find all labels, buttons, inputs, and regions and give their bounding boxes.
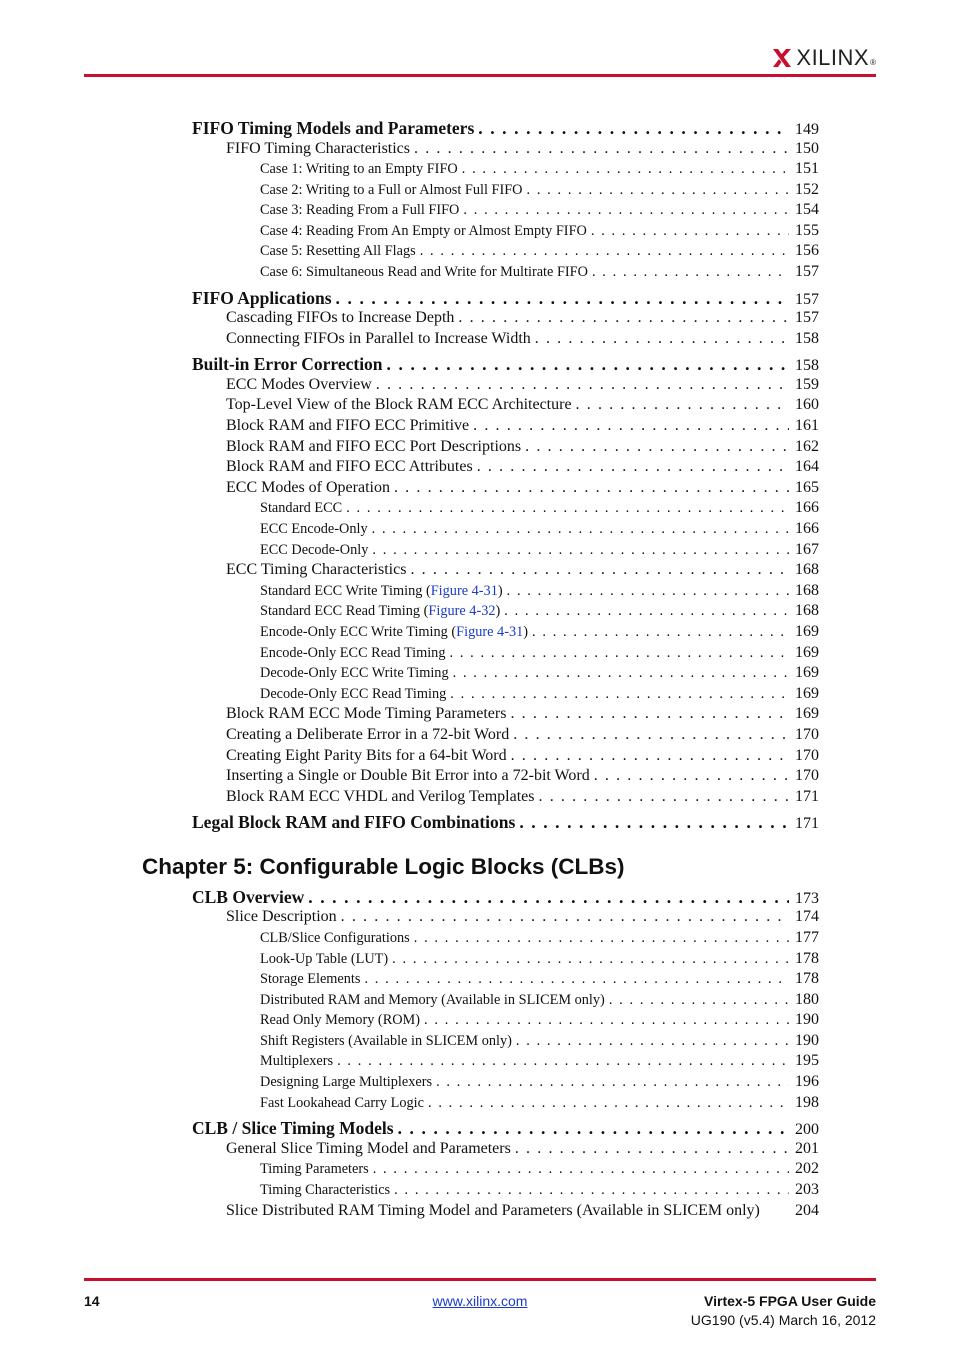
toc-entry-title bbox=[226, 746, 507, 767]
toc-entry-title bbox=[260, 601, 500, 622]
toc-page-number: 166 bbox=[795, 499, 819, 517]
dot-leader bbox=[592, 262, 789, 283]
toc-entry-title-text: Decode-Only ECC Write Timing bbox=[260, 665, 449, 682]
toc-page-number: 149 bbox=[795, 121, 819, 138]
dot-leader bbox=[420, 241, 789, 262]
toc-page-number: 201 bbox=[795, 1139, 819, 1157]
toc-entry-level-3[interactable] bbox=[260, 1093, 819, 1114]
toc-entry-title-text: Case 4: Reading From An Empty or Almost Empty FIFO bbox=[260, 222, 587, 239]
toc-page-number: 171 bbox=[795, 815, 819, 833]
toc-entry-level-3[interactable] bbox=[260, 990, 819, 1011]
toc-entry-title bbox=[260, 1180, 390, 1201]
toc-entry-title bbox=[226, 766, 590, 787]
toc-entry-title bbox=[260, 1031, 512, 1052]
toc-entry-title bbox=[260, 221, 587, 242]
dot-leader bbox=[308, 887, 789, 908]
toc-entry-level-2[interactable] bbox=[226, 416, 819, 437]
dot-leader bbox=[519, 812, 789, 833]
toc-page-number: 157 bbox=[795, 263, 819, 281]
dot-leader bbox=[473, 416, 789, 437]
dot-leader bbox=[462, 159, 789, 180]
toc-page-number: 158 bbox=[795, 329, 819, 347]
toc-entry-title-text: Case 1: Writing to an Empty FIFO bbox=[260, 161, 458, 178]
toc-entry-title-suffix: ) bbox=[495, 603, 501, 620]
toc-entry-level-3[interactable] bbox=[260, 581, 819, 602]
toc-entry-title bbox=[260, 643, 445, 664]
toc-page-number: 177 bbox=[795, 928, 819, 946]
toc-page-number: 167 bbox=[795, 540, 819, 558]
footer-page-number: 14 bbox=[84, 1293, 100, 1309]
toc-entry-level-3[interactable] bbox=[260, 1159, 819, 1180]
toc-page-number: 178 bbox=[795, 949, 819, 967]
toc-entry-title bbox=[226, 560, 406, 581]
toc-entry-level-2[interactable] bbox=[226, 329, 819, 350]
toc-page-number: 170 bbox=[795, 767, 819, 785]
toc-entry-level-3[interactable] bbox=[260, 498, 819, 519]
toc-entry-title-text: CLB Overview bbox=[192, 886, 305, 907]
toc-entry-title-text: Case 6: Simultaneous Read and Write for Multirate FIFO bbox=[260, 264, 588, 281]
figure-reference-link[interactable]: Figure 4-32 bbox=[428, 603, 496, 620]
toc-page-number: 170 bbox=[795, 725, 819, 743]
toc-entry-title bbox=[260, 684, 446, 705]
toc-entry-title-text: Read Only Memory (ROM) bbox=[260, 1012, 421, 1029]
dot-leader bbox=[364, 969, 789, 990]
dot-leader bbox=[526, 180, 789, 201]
dot-leader bbox=[478, 118, 789, 139]
toc-entry-level-2[interactable] bbox=[226, 766, 819, 787]
dot-leader bbox=[516, 1031, 789, 1052]
dot-leader bbox=[450, 684, 789, 705]
toc-page-number: 158 bbox=[795, 357, 819, 375]
dot-leader bbox=[341, 907, 789, 928]
toc-entry-level-3[interactable] bbox=[260, 519, 819, 540]
toc-entry-title-text: Creating Eight Parity Bits for a 64-bit Word bbox=[226, 746, 507, 764]
toc-entry-title bbox=[226, 308, 454, 329]
toc-entry-title bbox=[260, 581, 503, 602]
toc-entry-title-text: Block RAM and FIFO ECC Attributes bbox=[226, 458, 473, 476]
toc-entry-level-1[interactable] bbox=[192, 288, 819, 309]
toc-page-number: 169 bbox=[795, 664, 819, 682]
toc-entry-title bbox=[260, 519, 368, 540]
toc-entry-title bbox=[226, 395, 572, 416]
toc-page-number: 161 bbox=[795, 417, 819, 435]
toc-page-number: 198 bbox=[795, 1093, 819, 1111]
dot-leader bbox=[510, 704, 789, 725]
toc-entry-title-suffix: ) bbox=[497, 582, 503, 599]
logo-text: XILINX bbox=[796, 45, 870, 70]
dot-leader bbox=[513, 725, 789, 746]
toc-entry-title-text: Legal Block RAM and FIFO Combinations bbox=[192, 812, 516, 833]
toc-entry-title-text: ECC Timing Characteristics bbox=[226, 561, 407, 579]
toc-entry-title-text: ECC Modes of Operation bbox=[226, 478, 390, 496]
toc-entry-level-2[interactable] bbox=[226, 478, 819, 499]
toc-entry-level-1[interactable] bbox=[192, 118, 819, 139]
toc-entry-level-3[interactable] bbox=[260, 1180, 819, 1201]
footer-rule bbox=[84, 1278, 876, 1281]
toc-page-number: 162 bbox=[795, 437, 819, 455]
toc-page-number: 157 bbox=[795, 290, 819, 308]
header-rule bbox=[84, 74, 876, 77]
toc-entry-level-3[interactable] bbox=[260, 663, 819, 684]
toc-entry-title bbox=[260, 262, 588, 283]
toc-entry-title-text: Fast Lookahead Carry Logic bbox=[260, 1094, 424, 1111]
toc-entry-title-text: Encode-Only ECC Write Timing ( bbox=[260, 623, 457, 640]
toc-entry-level-1[interactable] bbox=[192, 354, 819, 375]
toc-entry-title-text: Look-Up Table (LUT) bbox=[260, 950, 389, 967]
toc-entry-title bbox=[260, 663, 449, 684]
toc-entry-title-text: Top-Level View of the Block RAM ECC Architecture bbox=[226, 396, 572, 414]
toc-entry-level-3[interactable] bbox=[260, 1072, 819, 1093]
dot-leader bbox=[576, 395, 789, 416]
toc-page-number: 165 bbox=[795, 478, 819, 496]
toc-entry-title bbox=[260, 1051, 333, 1072]
toc-entry-title bbox=[260, 969, 360, 990]
toc-entry-title bbox=[226, 725, 509, 746]
toc-entry-level-3[interactable] bbox=[260, 241, 819, 262]
dot-leader bbox=[337, 1051, 789, 1072]
toc-entry-title-text: CLB / Slice Timing Models bbox=[192, 1118, 394, 1139]
dot-leader bbox=[436, 1072, 789, 1093]
toc-entry-title-text: ECC Modes Overview bbox=[226, 375, 372, 393]
dot-leader bbox=[392, 949, 789, 970]
toc-page-number: 154 bbox=[795, 201, 819, 219]
toc-entry-title-text: Encode-Only ECC Read Timing bbox=[260, 644, 446, 661]
toc-entry-title bbox=[226, 375, 372, 396]
dot-leader bbox=[410, 560, 789, 581]
toc-entry-title-text: FIFO Applications bbox=[192, 287, 332, 308]
dot-leader bbox=[394, 1180, 789, 1201]
dot-leader bbox=[424, 1010, 789, 1031]
toc-page-number: 169 bbox=[795, 684, 819, 702]
dot-leader bbox=[398, 1118, 789, 1139]
toc-page-number: 168 bbox=[795, 602, 819, 620]
dot-leader bbox=[511, 746, 789, 767]
toc-entry-level-2[interactable] bbox=[226, 308, 819, 329]
toc-entry-level-2[interactable] bbox=[226, 746, 819, 767]
toc-entry-title bbox=[226, 1139, 511, 1160]
logo-registered-mark: ® bbox=[870, 58, 876, 67]
dot-leader bbox=[535, 329, 789, 350]
toc-entry-title bbox=[226, 457, 473, 478]
dot-leader bbox=[373, 1159, 789, 1180]
dot-leader bbox=[504, 601, 789, 622]
figure-reference-link[interactable]: Figure 4-31 bbox=[456, 623, 524, 640]
toc-page-number: 151 bbox=[795, 160, 819, 178]
toc-entry-title-text: Distributed RAM and Memory (Available in SLICEM only) bbox=[260, 991, 605, 1008]
toc-entry-title-text: General Slice Timing Model and Parameters bbox=[226, 1139, 511, 1157]
toc-entry-title bbox=[226, 416, 469, 437]
toc-entry-title bbox=[260, 949, 388, 970]
toc-entry-title-text: Standard ECC Read Timing ( bbox=[260, 603, 429, 620]
dot-leader bbox=[515, 1139, 789, 1160]
toc-page-number: 171 bbox=[795, 787, 819, 805]
toc-entry-title bbox=[260, 928, 410, 949]
toc-entry-title bbox=[226, 478, 390, 499]
toc-entry-title bbox=[260, 1093, 424, 1114]
dot-leader bbox=[458, 308, 789, 329]
toc-page-number: 169 bbox=[795, 705, 819, 723]
dot-leader bbox=[449, 643, 789, 664]
toc-entry-level-3[interactable] bbox=[260, 1010, 819, 1031]
toc-page-number: 168 bbox=[795, 581, 819, 599]
toc-page-number: 160 bbox=[795, 396, 819, 414]
toc-page-number: 178 bbox=[795, 970, 819, 988]
toc-entry-title-text: Connecting FIFOs in Parallel to Increase Width bbox=[226, 329, 531, 347]
toc-entry-title bbox=[260, 498, 342, 519]
toc-entry-title-text: Shift Registers (Available in SLICEM only) bbox=[260, 1032, 512, 1049]
toc-page-number: 169 bbox=[795, 643, 819, 661]
toc-entry-title bbox=[260, 159, 458, 180]
toc-entry-level-3[interactable] bbox=[260, 684, 819, 705]
toc-entry-title bbox=[192, 354, 383, 375]
toc-entry-title-text: Slice Distributed RAM Timing Model and Parameters (Available in SLICEM only) bbox=[226, 1201, 760, 1219]
xilinx-logo bbox=[773, 44, 876, 72]
toc-entry-title-text: Inserting a Single or Double Bit Error into a 72-bit Word bbox=[226, 767, 590, 785]
toc-entry-title bbox=[260, 200, 459, 221]
toc-entry-level-3[interactable] bbox=[260, 180, 819, 201]
toc-entry-title bbox=[226, 329, 531, 350]
toc-page-number: 168 bbox=[795, 561, 819, 579]
toc-entry-title-text: Storage Elements bbox=[260, 971, 361, 988]
toc-entry-title bbox=[260, 180, 522, 201]
toc-entry-title-text: Case 3: Reading From a Full FIFO bbox=[260, 202, 460, 219]
toc-page-number: 203 bbox=[795, 1180, 819, 1198]
toc-page-number: 204 bbox=[795, 1201, 819, 1219]
toc-entry-level-2[interactable] bbox=[226, 907, 819, 928]
toc-entry-title-text: Block RAM ECC Mode Timing Parameters bbox=[226, 705, 507, 723]
figure-reference-link[interactable]: Figure 4-31 bbox=[430, 582, 498, 599]
toc-entry-title bbox=[192, 118, 474, 139]
dot-leader bbox=[336, 288, 789, 309]
toc-entry-title bbox=[226, 139, 410, 160]
toc-entry-title bbox=[260, 1159, 369, 1180]
toc-entry-title-text: Standard ECC bbox=[260, 500, 343, 517]
toc-entry-title bbox=[192, 288, 332, 309]
toc-page-number: 195 bbox=[795, 1052, 819, 1070]
toc-entry-title bbox=[260, 1072, 432, 1093]
toc-page-number: 202 bbox=[795, 1160, 819, 1178]
toc-entry-title-text: ECC Decode-Only bbox=[260, 541, 369, 558]
toc-entry-level-3[interactable] bbox=[260, 928, 819, 949]
toc-entry-title-text: FIFO Timing Models and Parameters bbox=[192, 118, 475, 138]
toc-page-number: 173 bbox=[795, 889, 819, 907]
dot-leader bbox=[372, 540, 789, 561]
toc-entry-title-text: Decode-Only ECC Read Timing bbox=[260, 685, 447, 702]
dot-leader bbox=[463, 200, 789, 221]
toc-page-number: 166 bbox=[795, 520, 819, 537]
toc-entry-level-2[interactable] bbox=[226, 560, 819, 581]
chapter-heading: Chapter 5: Configurable Logic Blocks (CLBs) bbox=[142, 853, 625, 879]
toc-entry-title-text: Block RAM and FIFO ECC Primitive bbox=[226, 417, 470, 435]
dot-leader bbox=[507, 581, 789, 602]
toc-entry-title-text: Multiplexers bbox=[260, 1053, 334, 1070]
dot-leader bbox=[591, 221, 789, 242]
toc-entry-title-text: CLB/Slice Configurations bbox=[260, 929, 410, 946]
dot-leader bbox=[594, 766, 789, 787]
toc-entry-level-3[interactable] bbox=[260, 969, 819, 990]
toc-page-number: 180 bbox=[795, 990, 819, 1008]
toc-entry-title-text: Slice Description bbox=[226, 908, 337, 926]
dot-leader bbox=[453, 663, 789, 684]
toc-entry-title-text: Creating a Deliberate Error in a 72-bit Word bbox=[226, 725, 510, 743]
toc-entry-title bbox=[260, 622, 528, 643]
dot-leader bbox=[394, 478, 789, 499]
toc-entry-level-3[interactable] bbox=[260, 262, 819, 283]
dot-leader bbox=[539, 787, 790, 808]
toc-entry-level-2[interactable] bbox=[226, 139, 819, 160]
toc-entry-title bbox=[226, 907, 337, 928]
table-of-contents bbox=[0, 118, 960, 1221]
toc-entry-level-2[interactable] bbox=[226, 437, 819, 458]
dot-leader bbox=[477, 457, 789, 478]
dot-leader bbox=[414, 139, 789, 160]
toc-entry-level-2[interactable] bbox=[226, 725, 819, 746]
toc-entry-level-3[interactable] bbox=[260, 1031, 819, 1052]
toc-entry-level-3[interactable] bbox=[260, 159, 819, 180]
toc-entry-level-3[interactable] bbox=[260, 949, 819, 970]
toc-entry-level-3[interactable] bbox=[260, 1051, 819, 1072]
toc-entry-level-2[interactable] bbox=[226, 787, 819, 808]
dot-leader bbox=[346, 498, 789, 519]
toc-entry-title-text: Designing Large Multiplexers bbox=[260, 1074, 433, 1091]
toc-page-number: 150 bbox=[795, 139, 819, 157]
toc-entry-level-3[interactable] bbox=[260, 622, 819, 643]
dot-leader bbox=[376, 375, 789, 396]
toc-entry-title-text: FIFO Timing Characteristics bbox=[226, 139, 411, 157]
toc-page-number: 157 bbox=[795, 309, 819, 327]
toc-entry-title-text: ECC Encode-Only bbox=[260, 521, 368, 537]
toc-entry-title bbox=[260, 990, 605, 1011]
footer-url-link[interactable]: www.xilinx.com bbox=[432, 1293, 528, 1309]
dot-leader bbox=[387, 354, 789, 375]
toc-entry-level-1[interactable] bbox=[192, 1118, 819, 1139]
toc-page-number: 174 bbox=[795, 908, 819, 926]
toc-entry-title-text: Case 5: Resetting All Flags bbox=[260, 243, 416, 260]
toc-entry-level-3[interactable] bbox=[260, 221, 819, 242]
dot-leader bbox=[609, 990, 789, 1011]
toc-page-number: 169 bbox=[795, 622, 819, 640]
toc-entry-level-1[interactable] bbox=[192, 887, 819, 908]
footer-doc-title: Virtex-5 FPGA User Guide bbox=[704, 1293, 876, 1309]
toc-entry-title bbox=[192, 812, 515, 833]
dot-leader bbox=[372, 519, 789, 540]
toc-entry-level-2[interactable] bbox=[226, 375, 819, 396]
toc-entry-title bbox=[226, 1201, 760, 1222]
toc-entry-title-text: Standard ECC Write Timing ( bbox=[260, 582, 431, 599]
toc-entry-title-suffix: ) bbox=[523, 623, 529, 640]
toc-entry-level-2[interactable] bbox=[226, 395, 819, 416]
toc-entry-level-2[interactable] bbox=[226, 1201, 819, 1222]
dot-leader bbox=[525, 437, 789, 458]
dot-leader bbox=[414, 928, 789, 949]
toc-page-number: 152 bbox=[795, 180, 819, 198]
toc-entry-level-2[interactable] bbox=[226, 1139, 819, 1160]
toc-entry-level-1[interactable] bbox=[192, 812, 819, 833]
toc-entry-title bbox=[226, 437, 521, 458]
toc-page-number: 170 bbox=[795, 746, 819, 764]
toc-entry-title bbox=[226, 704, 506, 725]
toc-page-number: 200 bbox=[795, 1121, 819, 1139]
toc-entry-title-text: Block RAM ECC VHDL and Verilog Templates bbox=[226, 787, 535, 805]
toc-entry-level-3[interactable] bbox=[260, 540, 819, 561]
toc-page-number: 164 bbox=[795, 458, 819, 476]
toc-entry-title-text: Built-in Error Correction bbox=[192, 354, 383, 375]
toc-entry-title bbox=[260, 1010, 420, 1031]
toc-page-number: 190 bbox=[795, 1011, 819, 1029]
dot-leader bbox=[532, 622, 789, 643]
toc-entry-title bbox=[192, 887, 304, 908]
toc-entry-title-text: Cascading FIFOs to Increase Depth bbox=[226, 309, 455, 327]
toc-page-number: 156 bbox=[795, 242, 819, 260]
toc-entry-title-text: Timing Parameters bbox=[260, 1161, 369, 1178]
toc-entry-title-text: Timing Characteristics bbox=[260, 1181, 391, 1198]
toc-entry-title-text: Block RAM and FIFO ECC Port Descriptions bbox=[226, 437, 522, 455]
footer-doc-version: UG190 (v5.4) March 16, 2012 bbox=[690, 1312, 876, 1328]
xilinx-x-mark-icon bbox=[773, 49, 791, 67]
toc-page-number: 196 bbox=[795, 1073, 819, 1091]
toc-entry-title-text: Case 2: Writing to a Full or Almost Full FIFO bbox=[260, 181, 523, 198]
toc-entry-level-2[interactable] bbox=[226, 457, 819, 478]
toc-entry-title bbox=[260, 540, 368, 561]
toc-entry-level-3[interactable] bbox=[260, 200, 819, 221]
toc-entry-title bbox=[260, 241, 416, 262]
toc-page-number: 159 bbox=[795, 375, 819, 393]
toc-entry-level-3[interactable] bbox=[260, 643, 819, 664]
toc-entry-title bbox=[192, 1118, 394, 1139]
toc-page-number: 190 bbox=[795, 1031, 819, 1049]
dot-leader bbox=[428, 1093, 789, 1114]
toc-entry-level-3[interactable] bbox=[260, 601, 819, 622]
toc-entry-level-2[interactable] bbox=[226, 704, 819, 725]
toc-page-number: 155 bbox=[795, 221, 819, 239]
toc-entry-title bbox=[226, 787, 535, 808]
